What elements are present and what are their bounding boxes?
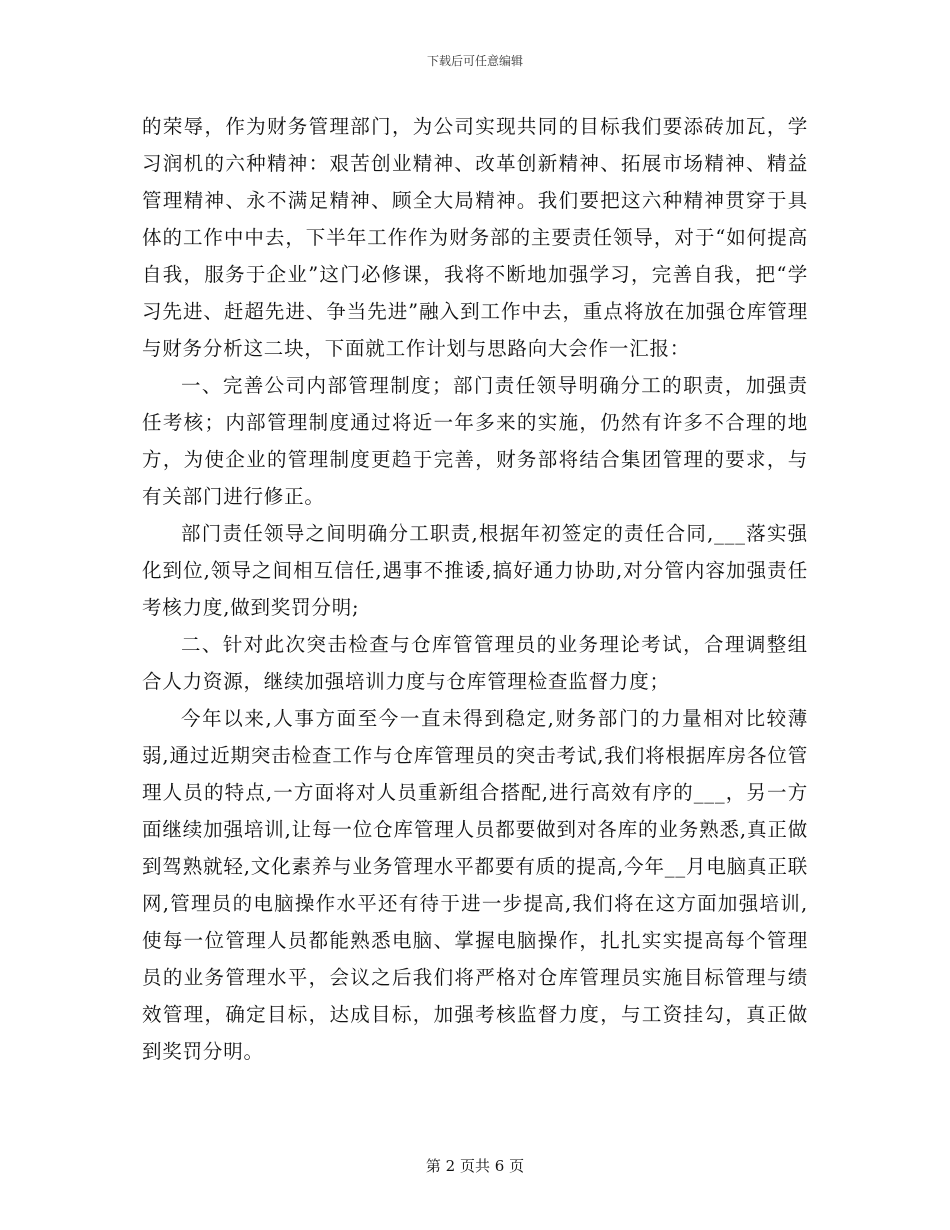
document-body xyxy=(142,108,808,1070)
page-footer: 第 2 页共 6 页 xyxy=(425,1157,525,1175)
paragraph-section-one: 一、完善公司内部管理制度；部门责任领导明确分工的职责，加强责任考核；内部管理制度通过将近一年多来的实施，仍然有许多不合理的地方，为使企业的管理制度更趋于完善，财务部将结合集团管理的要求，与有关部门进行修正。 xyxy=(142,374,808,508)
paragraph-section-two: 二、针对此次突击检查与仓库管管理员的业务理论考试，合理调整组合人力资源，继续加强培训力度与仓库管理检查监督力度； xyxy=(142,633,808,693)
paragraph-staffing-training: 今年以来,人事方面至今一直未得到稳定,财务部门的力量相对比较薄弱,通过近期突击检查工作与仓库管理员的突击考试,我们将根据库房各位管理人员的特点,一方面将对人员重新组合搭配,进行高效有序的___，另一方面继续加强培训,让每一位仓库管理人员都要做到对各库的业务熟悉,真正做到驾熟就轻,文化素养与业务管理水平都要有质的提高,今年__月电脑真正联网,管理员的电脑操作水平还有待于进一步提高,我们将在这方面加强培训,使每一位管理人员都能熟悉电脑、掌握电脑操作，扎扎实实提高每个管理员的业务管理水平，会议之后我们将严格对仓库管理员实施目标管理与绩效管理，确定目标，达成目标，加强考核监督力度，与工资挂勾，真正做到奖罚分明。 xyxy=(142,707,808,1063)
paragraph-division-of-duties: 部门责任领导之间明确分工职责,根据年初签定的责任合同,___落实强化到位,领导之间相互信任,遇事不推诿,搞好通力协助,对分管内容加强责任考核力度,做到奖罚分明; xyxy=(142,522,808,619)
page-header: 下载后可任意编辑 xyxy=(426,54,523,68)
paragraph-continuation: 的荣辱，作为财务管理部门，为公司实现共同的目标我们要添砖加瓦，学习润机的六种精神：艰苦创业精神、改革创新精神、拓展市场精神、精益管理精神、永不满足精神、顾全大局精神。我们要把这六种精神贯穿于具体的工作中中去，下半年工作作为财务部的主要责任领导，对于“如何提高自我，服务于企业”这门必修课，我将不断地加强学习，完善自我，把“学习先进、赶超先进、争当先进”融入到工作中去，重点将放在加强仓库管理与财务分析这二块，下面就工作计划与思路向大会作一汇报： xyxy=(142,115,808,360)
